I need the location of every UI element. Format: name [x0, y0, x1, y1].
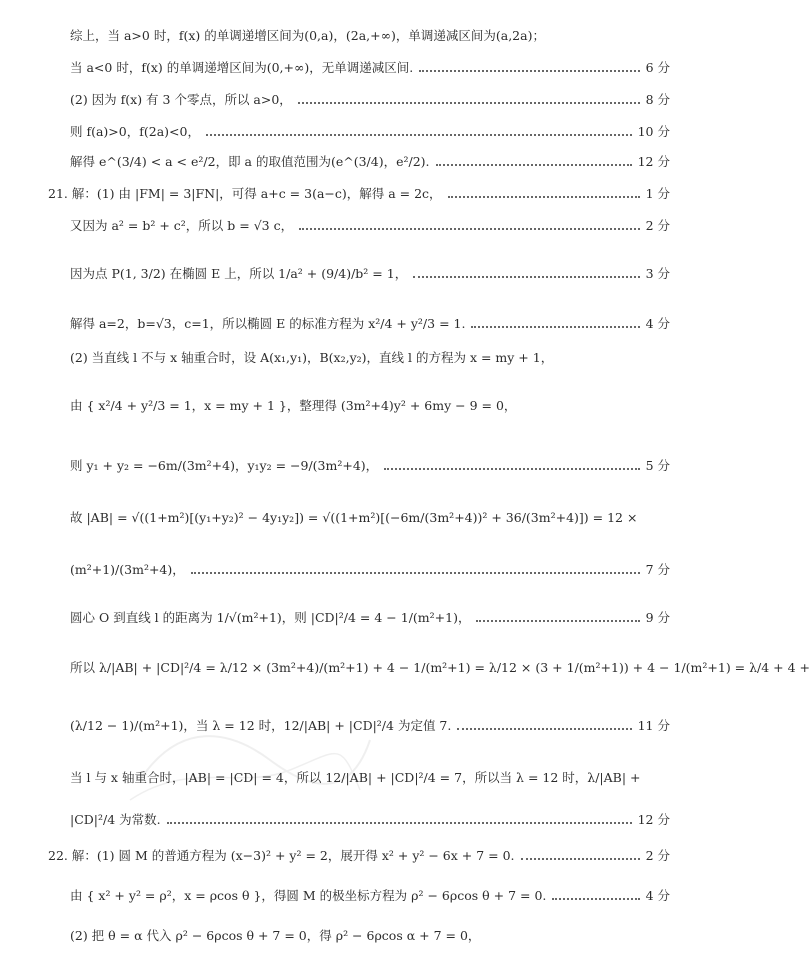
line-15-text: 圆心 O 到直线 l 的距离为 1/√(m²+1)，则 |CD|²/4 = 4 − 1/(m²+1)， — [70, 610, 471, 625]
line-13-text: 故 |AB| = √((1+m²)[(y₁+y₂)² − 4y₁y₂]) = √((1+m²)[(−6m/(3m²+4))² + 36/(3m²+4)]) = 12 × — [70, 510, 638, 525]
leader-dots — [419, 58, 639, 72]
line-15 — [70, 608, 670, 628]
line-12 — [70, 456, 670, 476]
line-10-text: (2) 当直线 l 不与 x 轴重合时，设 A(x₁,y₁)，B(x₂,y₂)，直线 l 的方程为 x = my + 1， — [70, 350, 554, 365]
leader-dots — [299, 216, 639, 230]
leader-dots — [476, 608, 639, 622]
leader-dots — [298, 90, 640, 104]
line-11-text: 由 { x²/4 + y²/3 = 1，x = my + 1 }，整理得 (3m²+4)y² + 6my − 9 = 0， — [70, 398, 517, 413]
line-5 — [70, 152, 670, 172]
line-20-text: 22. 解：(1) 圆 M 的普通方程为 (x−3)² + y² = 2，展开得 x² + y² − 6x + 7 = 0. — [48, 848, 515, 863]
line-15-score: 9 分 — [645, 610, 670, 625]
leader-dots — [384, 456, 639, 470]
line-21-text: 由 { x² + y² = ρ²，x = ρcos θ }，得圆 M 的极坐标方程为 ρ² − 6ρcos θ + 7 = 0. — [70, 888, 547, 903]
line-4-score: 10 分 — [637, 124, 670, 139]
leader-dots — [436, 152, 632, 166]
line-7 — [70, 216, 670, 236]
line-20 — [48, 846, 670, 866]
line-4 — [70, 122, 670, 142]
line-2-score: 6 分 — [645, 60, 670, 75]
line-17-text: (λ/12 − 1)/(m²+1)，当 λ = 12 时，12/|AB| + |CD|²/4 为定值 7. — [70, 718, 452, 733]
line-3 — [70, 90, 670, 110]
line-8-text: 因为点 P(1, 3/2) 在椭圆 E 上，所以 1/a² + (9/4)/b² = 1， — [70, 266, 408, 281]
line-22 — [70, 926, 670, 946]
line-19-score: 12 分 — [637, 812, 670, 827]
leader-dots — [206, 122, 632, 136]
leader-dots — [167, 810, 632, 824]
line-6-text: 21. 解：(1) 由 |FM| = 3|FN|，可得 a+c = 3(a−c)，解得 a = 2c， — [48, 186, 442, 201]
line-14-score: 7 分 — [645, 562, 670, 577]
line-16 — [70, 658, 810, 678]
line-19-text: |CD|²/4 为常数. — [70, 812, 161, 827]
line-14-text: (m²+1)/(3m²+4)， — [70, 562, 185, 577]
line-19 — [70, 810, 670, 830]
leader-dots — [521, 846, 640, 860]
line-5-text: 解得 e^(3/4) < a < e²/2，即 a 的取值范围为(e^(3/4)，e²/2). — [70, 154, 430, 169]
line-21-score: 4 分 — [645, 888, 670, 903]
line-22-text: (2) 把 θ = α 代入 ρ² − 6ρcos θ + 7 = 0，得 ρ² − 6ρcos α + 7 = 0， — [70, 928, 481, 943]
line-8 — [70, 264, 670, 284]
line-1 — [70, 26, 670, 46]
line-4-text: 则 f(a)>0，f(2a)<0， — [70, 124, 200, 139]
line-9-text: 解得 a=2，b=√3，c=1，所以椭圆 E 的标准方程为 x²/4 + y²/3 = 1. — [70, 316, 466, 331]
line-18-text: 当 l 与 x 轴重合时，|AB| = |CD| = 4，所以 12/|AB| + |CD|²/4 = 7，所以当 λ = 12 时，λ/|AB| + — [70, 770, 641, 785]
line-10 — [70, 348, 670, 368]
line-12-text: 则 y₁ + y₂ = −6m/(3m²+4)，y₁y₂ = −9/(3m²+4)， — [70, 458, 379, 473]
line-7-text: 又因为 a² = b² + c²，所以 b = √3 c， — [70, 218, 294, 233]
line-21 — [70, 886, 670, 906]
line-14 — [70, 560, 670, 580]
line-9 — [70, 314, 670, 334]
line-6-score: 1 分 — [645, 186, 670, 201]
line-18 — [70, 768, 670, 788]
line-17 — [70, 716, 670, 736]
line-2 — [70, 58, 670, 78]
line-13 — [70, 508, 670, 528]
line-20-score: 2 分 — [645, 848, 670, 863]
line-11 — [70, 396, 670, 416]
line-5-score: 12 分 — [637, 154, 670, 169]
line-3-score: 8 分 — [645, 92, 670, 107]
leader-dots — [471, 314, 639, 328]
line-2-text: 当 a<0 时，f(x) 的单调递增区间为(0,+∞)，无单调递减区间. — [70, 60, 414, 75]
leader-dots — [457, 716, 631, 730]
line-9-score: 4 分 — [645, 316, 670, 331]
line-12-score: 5 分 — [645, 458, 670, 473]
leader-dots — [413, 264, 639, 278]
leader-dots — [191, 560, 640, 574]
line-17-score: 11 分 — [637, 718, 670, 733]
line-7-score: 2 分 — [645, 218, 670, 233]
line-16-text: 所以 λ/|AB| + |CD|²/4 = λ/12 × (3m²+4)/(m²+1) + 4 − 1/(m²+1) = λ/12 × (3 + 1/(m²+1)) + 4 − 1/(m²+1) = λ/4 + 4 + — [70, 660, 810, 675]
leader-dots — [552, 886, 639, 900]
line-6 — [48, 184, 670, 204]
line-1-text: 综上，当 a>0 时，f(x) 的单调递增区间为(0,a)，(2a,+∞)，单调递减区间为(a,2a)； — [70, 28, 545, 43]
line-8-score: 3 分 — [645, 266, 670, 281]
line-3-text: (2) 因为 f(x) 有 3 个零点，所以 a>0， — [70, 92, 292, 107]
leader-dots — [448, 184, 640, 198]
